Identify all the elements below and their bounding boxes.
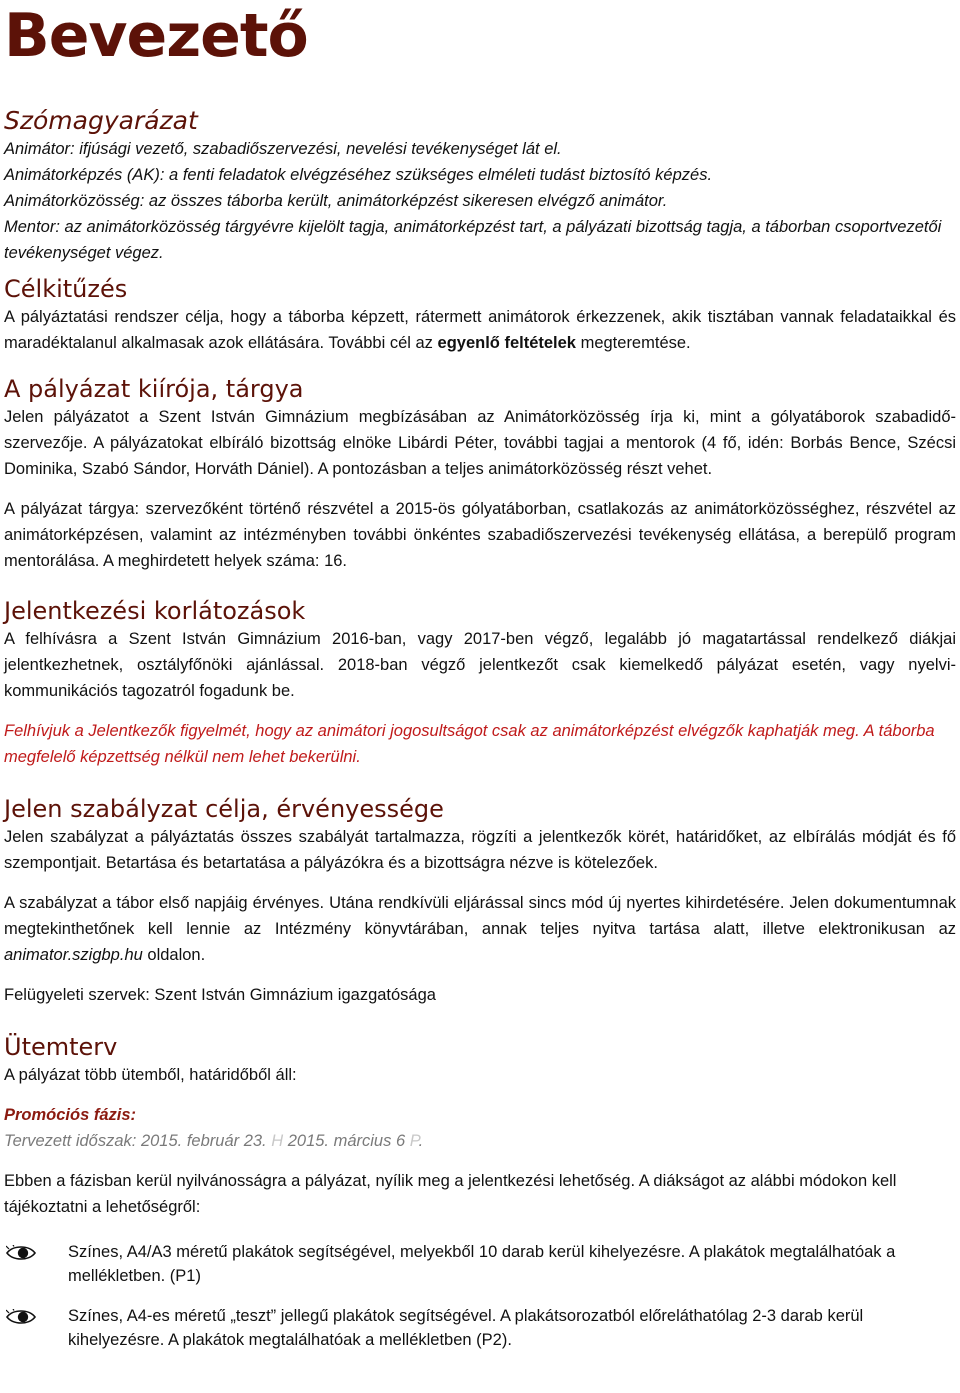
phase-title: Promóciós fázis: (4, 1106, 137, 1124)
goal-text-end: megteremtése. (576, 334, 691, 352)
list-item (4, 1304, 956, 1352)
period-marker: H (271, 1132, 284, 1150)
validity-heading: Jelen szabályzat célja, érvényessége (4, 795, 444, 823)
schedule-intro: A pályázat több ütemből, határidőből áll: (4, 1066, 297, 1084)
goal-emphasis: egyenlő feltételek (437, 334, 576, 352)
validity-paragraph-2 (4, 890, 956, 968)
restrictions-warning: Felhívjuk a Jelentkezők figyelmét, hogy az animátori jogosultságot csak az animátorképzést elvégzők kaphatják meg. A táborba megfelelő képzettség nélkül nem lehet bekerülni. (4, 722, 935, 766)
schedule-heading: Ütemterv (4, 1033, 118, 1061)
eye-icon (4, 1304, 68, 1332)
issuer-heading: A pályázat kiírója, tárgya (4, 375, 304, 403)
definitions-heading: Szómagyarázat (4, 106, 198, 135)
list-item (4, 1240, 956, 1288)
phase-period (4, 1128, 956, 1154)
definition-item: Animátorközösség: az összes táborba került, animátorképzést sikeresen elvégző animátor. (4, 192, 668, 210)
definition-item: Mentor: az animátorközösség tárgyévre kijelölt tagja, animátorképzést tart, a pályázati bizottság tagja, a táborban csoportvezetői tevékenységet végez. (4, 218, 942, 262)
period-start: Tervezett időszak: 2015. február 23. (4, 1132, 272, 1150)
definition-item: Animátor: ifjúsági vezető, szabadiőszervezési, nevelési tevékenységet lát el. (4, 140, 562, 158)
website-link[interactable]: animator.szigbp.hu (4, 946, 143, 964)
restrictions-paragraph: A felhívásra a Szent István Gimnázium 2016-ban, vagy 2017-ben végző, legalább jó magatartással rendelkező diákjai jelentkezhetnek, osztályfőnöki ajánlással. 2018-ban végző jelentkezőt csak kiemelkedő pályázat esetén, vagy nyelvi-kommunikációs tagozatról fogadunk be. (4, 630, 956, 700)
goal-text: A pályáztatási rendszer célja, hogy a táborba képzett, rátermett animátorok érkezzenek, akik tisztában vannak feladataikkal és maradéktalanul alkalmasak azok ellátására. További cél az (4, 308, 956, 352)
goal-heading: Célkitűzés (4, 275, 128, 303)
period-end: 2015. március 6 (283, 1132, 410, 1150)
definition-item: Animátorképzés (AK): a fenti feladatok elvégzéséhez szükséges elméleti tudást biztosító képzés. (4, 166, 713, 184)
list-item-text: Színes, A4-es méretű „teszt” jellegű plakátok segítségével. A plakátsorozatból előreláthatólag 2-3 darab kerül kihelyezésre. A plakátok megtalálhatóak a mellékletben (P2). (68, 1307, 864, 1349)
phase-description: Ebben a fázisban kerül nyilvánosságra a pályázat, nyílik meg a jelentkezési lehetőség. A diákságot az alábbi módokon kell tájékoztatni a lehetőségről: (4, 1172, 897, 1216)
restrictions-heading: Jelentkezési korlátozások (4, 597, 306, 625)
list-item-text: Színes, A4/A3 méretű plakátok segítségével, melyekből 10 darab kerül kihelyezésre. A plakátok megtalálhatóak a mellékletben. (P1) (68, 1243, 896, 1285)
period-dot: . (418, 1132, 424, 1150)
validity-paragraph: Jelen szabályzat a pályáztatás összes szabályát tartalmazza, rögzíti a jelentkezők körét, határidőket, az elbírálás módját és fő szempontjait. Betartása és betartatása a pályázókra és a bizottságra nézve is kötelezőek. (4, 828, 956, 872)
validity-text-end: oldalon. (142, 946, 206, 964)
validity-text: A szabályzat a tábor első napjáig érvényes. Utána rendkívüli eljárással sincs mód új nyertes kihirdetésére. Jelen dokumentumnak megtekinthetőnek kell lennie az Intézmény könyvtárában, annak teljes nyitva tartása alatt, illetve elektronikusan az (4, 894, 956, 938)
goal-paragraph (4, 304, 956, 356)
eye-icon (4, 1240, 68, 1268)
issuer-paragraph: Jelen pályázatot a Szent István Gimnázium megbízásában az Animátorközösség írja ki, mint a gólyatáborok szabadidő-szervezője. A pályázatokat elbíráló bizottság elnöke Libárdi Péter, további tagjai a mentorok (4 fő, idén: Borbás Bence, Szécsi Dominika, Szabó Sándor, Horváth Dániel). A pontozásban a teljes animátorközösség részt vehet. (4, 408, 956, 478)
supervisor-paragraph: Felügyeleti szervek: Szent István Gimnázium igazgatósága (4, 986, 436, 1004)
period-marker: P (409, 1132, 419, 1150)
subject-paragraph: A pályázat tárgya: szervezőként történő részvétel a 2015-ös gólyatáborban, csatlakozás az animátorközösséghez, részvétel az animátorképzésen, valamint az intézményben további önkéntes szabadiőszervezési tevékenység ellátása, a berepülő program mentorálása. A meghirdetett helyek száma: 16. (4, 500, 956, 570)
page-title: Bevezető (4, 1, 308, 71)
